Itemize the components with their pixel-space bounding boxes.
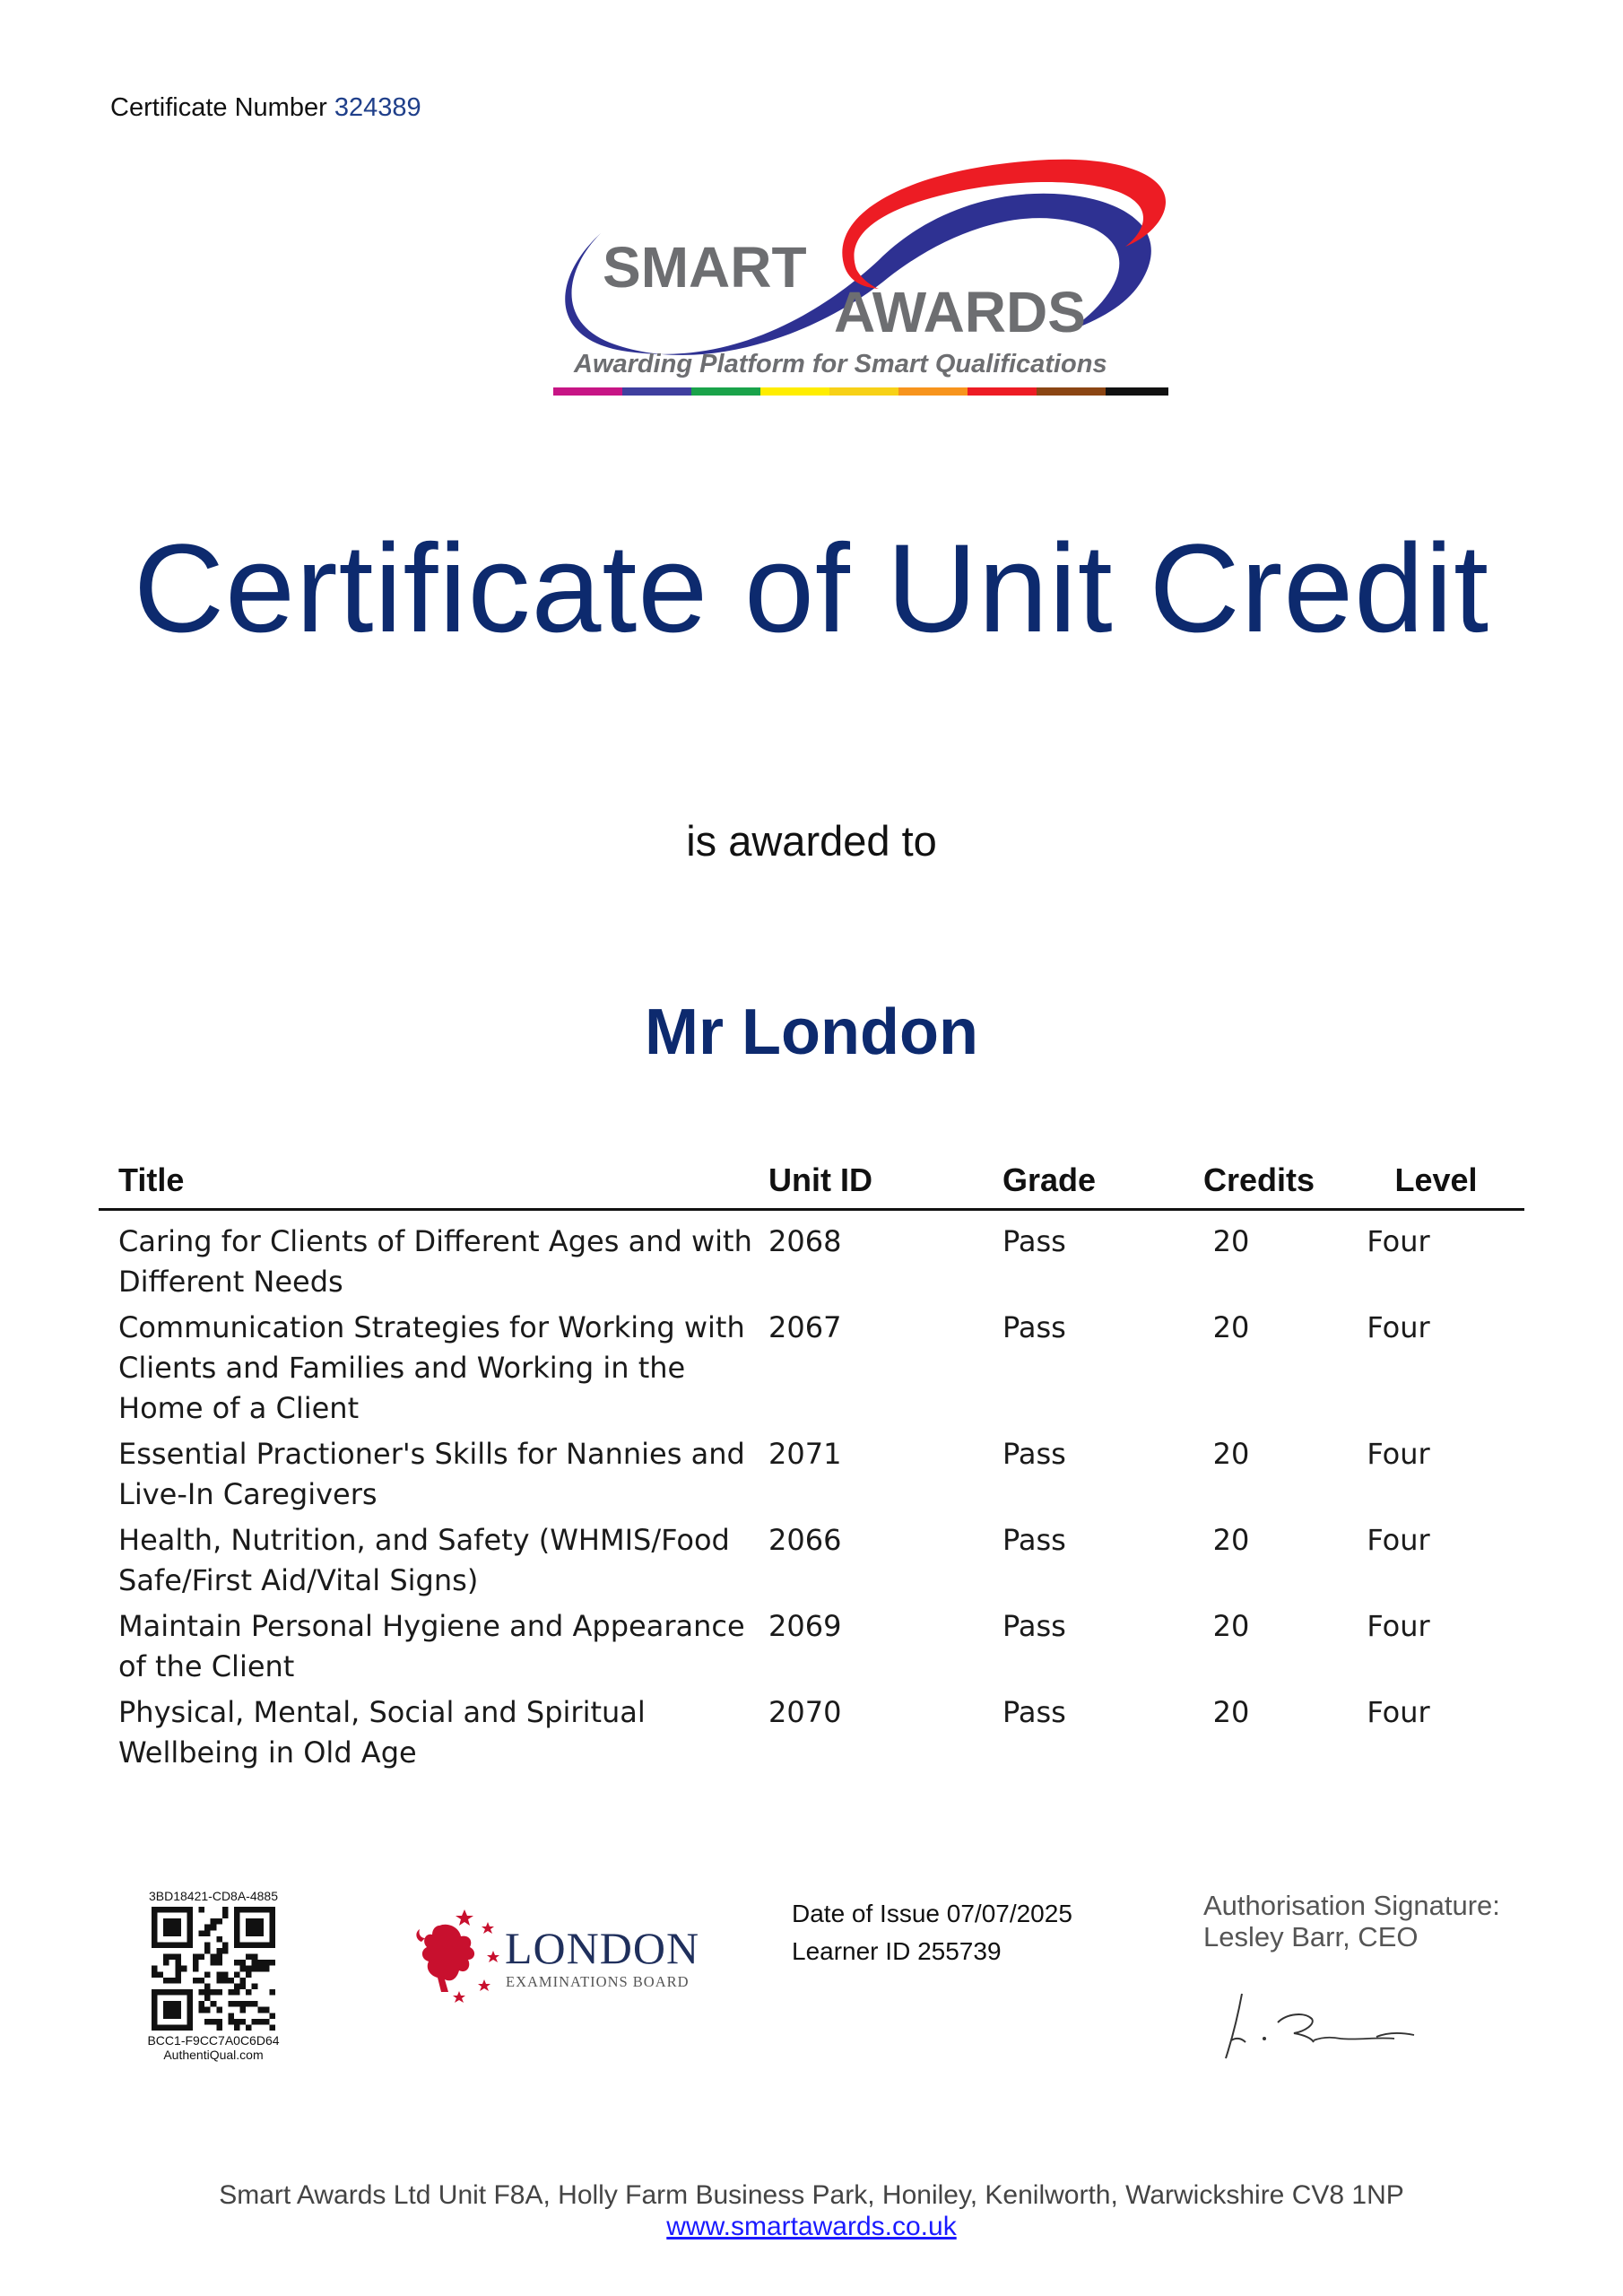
units-table xyxy=(99,1152,1524,1773)
row-title: Physical, Mental, Social and Spiritual Wellbeing in Old Age xyxy=(118,1695,646,1770)
learner-id-label: Learner ID xyxy=(792,1937,911,1965)
qr-site-text: AuthentiQual.com xyxy=(163,2048,264,2062)
header-unit-id: Unit ID xyxy=(768,1161,872,1198)
smart-awards-logo xyxy=(547,152,1175,404)
row-unit-id: 2069 xyxy=(768,1609,842,1643)
date-of-issue-value: 07/07/2025 xyxy=(946,1900,1072,1927)
header-level: Level xyxy=(1394,1161,1478,1198)
logo-tagline: Awarding Platform for Smart Qualifications xyxy=(574,350,1107,378)
row-unit-id: 2071 xyxy=(768,1437,842,1471)
row-level: Four xyxy=(1367,1310,1430,1344)
logo-rainbow-bar xyxy=(553,387,1168,396)
header-grade: Grade xyxy=(1002,1161,1097,1198)
row-title: Communication Strategies for Working with Clients and Families and Working in the Home of a Client xyxy=(118,1310,745,1425)
row-credits: 20 xyxy=(1212,1310,1250,1344)
handwritten-signature xyxy=(1215,1987,1421,2067)
row-grade: Pass xyxy=(1002,1523,1066,1557)
row-grade: Pass xyxy=(1002,1224,1066,1258)
authorisation-block xyxy=(1203,1890,1500,1952)
logo-word-smart: SMART xyxy=(603,235,807,300)
table-row xyxy=(99,1222,1524,1302)
table-row xyxy=(99,1308,1524,1429)
authorisation-name: Lesley Barr, CEO xyxy=(1203,1921,1419,1952)
row-grade: Pass xyxy=(1002,1609,1066,1643)
row-credits: 20 xyxy=(1212,1437,1250,1471)
issue-info xyxy=(792,1895,1072,1970)
row-unit-id: 2066 xyxy=(768,1523,842,1557)
row-credits: 20 xyxy=(1212,1695,1250,1729)
row-credits: 20 xyxy=(1212,1609,1250,1643)
qr-code-icon xyxy=(152,1907,275,2031)
row-unit-id: 2068 xyxy=(768,1224,842,1258)
learner-id-line xyxy=(792,1933,1072,1970)
certificate-title: Certificate of Unit Credit xyxy=(133,517,1490,658)
certificate-number xyxy=(110,93,421,123)
london-examinations-board-logo xyxy=(412,1906,708,2005)
table-row xyxy=(99,1692,1524,1773)
row-level: Four xyxy=(1367,1437,1430,1471)
row-unit-id: 2067 xyxy=(768,1310,842,1344)
row-level: Four xyxy=(1367,1609,1430,1643)
qr-code-top-text: 3BD18421-CD8A-4885 xyxy=(149,1889,278,1903)
qr-code-bottom-text: BCC1-F9CC7A0C6D64 xyxy=(147,2033,280,2048)
footer-website-link[interactable]: www.smartawards.co.uk xyxy=(666,2212,957,2241)
row-level: Four xyxy=(1367,1523,1430,1557)
header-title: Title xyxy=(118,1161,185,1198)
date-of-issue-label: Date of Issue xyxy=(792,1900,940,1927)
table-row xyxy=(99,1434,1524,1515)
awarded-to-text: is awarded to xyxy=(686,817,937,865)
row-level: Four xyxy=(1367,1224,1430,1258)
row-unit-id: 2070 xyxy=(768,1695,842,1729)
row-credits: 20 xyxy=(1212,1523,1250,1557)
table-row xyxy=(99,1606,1524,1687)
lion-emblem-icon xyxy=(412,1906,502,2005)
qr-verification-block xyxy=(126,1889,301,2062)
row-title: Health, Nutrition, and Safety (WHMIS/Food Safe/First Aid/Vital Signs) xyxy=(118,1523,730,1597)
leb-subtitle-text: EXAMINATIONS BOARD xyxy=(506,1973,690,1990)
authorisation-label: Authorisation Signature: xyxy=(1203,1890,1500,1921)
row-credits: 20 xyxy=(1212,1224,1250,1258)
row-grade: Pass xyxy=(1002,1695,1066,1729)
row-grade: Pass xyxy=(1002,1310,1066,1344)
leb-name-text: LONDON xyxy=(505,1923,700,1973)
logo-word-awards: AWARDS xyxy=(834,280,1086,344)
row-grade: Pass xyxy=(1002,1437,1066,1471)
row-level: Four xyxy=(1367,1695,1430,1729)
row-title: Maintain Personal Hygiene and Appearance of the Client xyxy=(118,1609,745,1683)
row-title: Essential Practioner's Skills for Nannies and Live-In Caregivers xyxy=(118,1437,745,1511)
learner-id-value: 255739 xyxy=(917,1937,1002,1965)
date-of-issue-line xyxy=(792,1895,1072,1933)
recipient-name: Mr London xyxy=(645,996,978,1068)
table-header-row xyxy=(99,1152,1524,1211)
header-credits: Credits xyxy=(1203,1161,1315,1198)
table-row xyxy=(99,1520,1524,1601)
row-title: Caring for Clients of Different Ages and with Different Needs xyxy=(118,1224,752,1299)
certificate-number-value: 324389 xyxy=(334,93,421,122)
certificate-number-label: Certificate Number xyxy=(110,93,327,122)
footer-address: Smart Awards Ltd Unit F8A, Holly Farm Business Park, Honiley, Kenilworth, Warwickshire CV8 1NP xyxy=(219,2180,1404,2210)
